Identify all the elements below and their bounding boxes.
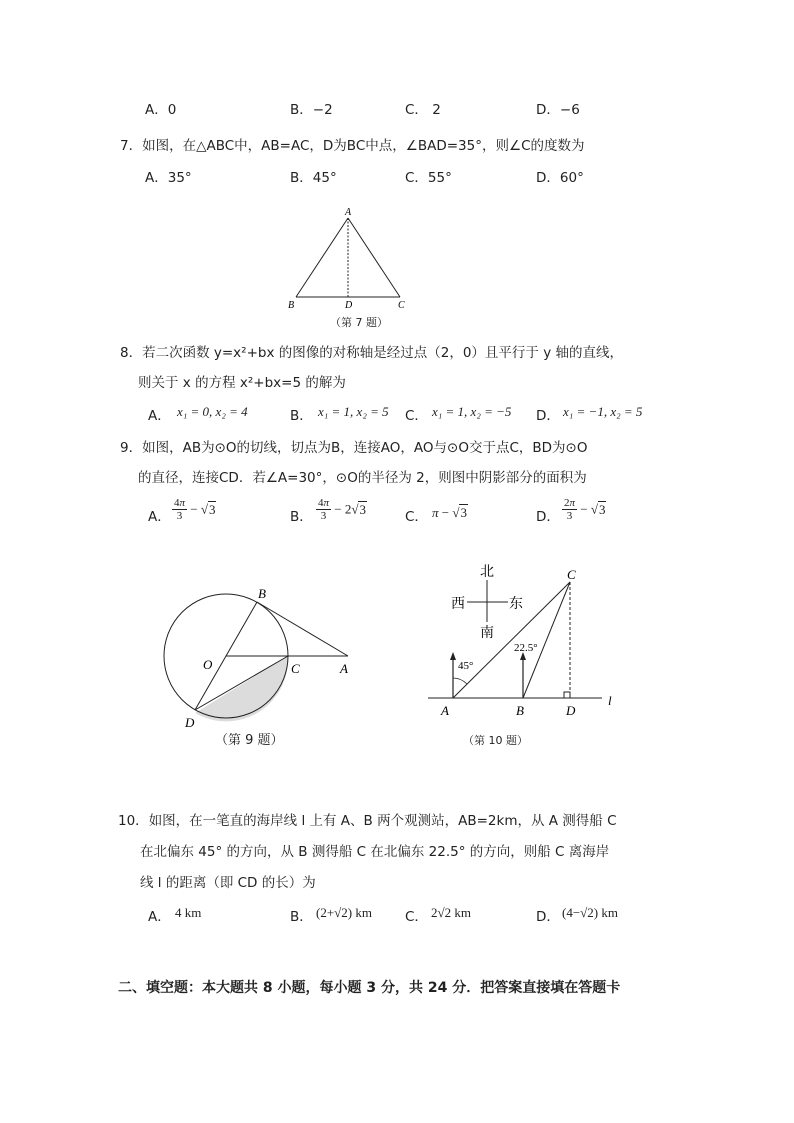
q10-option-c-letter: C． [405,909,428,925]
q9-label-d: D [185,715,195,730]
q10-figure [420,560,630,720]
q10-option-b-letter: B． [290,909,313,925]
q9-figure [160,582,360,732]
q10-compass-south: 南 [480,626,494,641]
q8-option-a-value: x₁ = 0, x₂ = 4 [177,404,248,419]
q8-stem-line1 [120,341,623,361]
q9-label-o: O [203,657,213,672]
q10-line-bc [523,582,570,698]
q7-label-a: A [345,207,352,218]
q10-option-a-letter: A． [148,909,171,925]
q6-option-d: D．−6 [536,102,580,118]
q10-right-angle-mark [564,692,570,698]
q8-option-b-letter: B． [290,408,313,424]
q10-compass-north: 北 [480,565,494,580]
q8-stem-line2: 则关于 x 的方程 x²+bx=5 的解为 [138,375,346,391]
q7-stem [120,134,585,154]
q7-side-ab [296,218,348,297]
q10-stem-line1 [118,809,617,829]
q9-text-line1: 如图，AB为⊙O的切线，切点为B，连接AO，AO与⊙O交于点C，BD为⊙O [142,440,588,456]
q10-number: 10． [118,813,149,829]
q10-stem-line2: 在北偏东 45° 的方向，从 B 测得船 C 在北偏东 22.5° 的方向，则船 C 离海岸 [140,844,610,860]
q6-option-c: C． 2 [405,102,441,118]
q10-label-b: B [516,703,524,718]
q7-option-c: C．55° [405,170,452,186]
q9-number: 9． [120,440,143,456]
q10-angle-a: 45° [458,660,474,672]
q10-stem-line3: 线 l 的距离（即 CD 的长）为 [140,875,316,891]
q9-option-d-value: $\frac{2\pi}{3}$ − √3 [564,497,606,522]
q7-option-b: B．45° [290,170,337,186]
q9-label-c: C [291,661,300,676]
q9-stem-line2: 的直径，连接CD．若∠A=30°，⊙O的半径为 2，则图中阴影部分的面积为 [138,470,587,486]
q9-option-c-letter: C． [405,509,428,525]
q10-angle-b: 22.5° [514,642,538,654]
q8-text-line1: 若二次函数 y=x²+bx 的图像的对称轴是经过点（2，0）且平行于 y 轴的直线， [142,345,623,361]
q7-number: 7． [120,138,143,154]
q9-option-c-value: π − √3 [432,505,467,520]
q9-label-b: B [258,586,266,601]
q10-north-arrowhead-a [450,652,456,660]
q10-label-d: D [566,703,576,718]
q7-figure [280,203,410,315]
q6-option-b: B．−2 [290,102,333,118]
q10-option-c-value: 2√2 km [431,905,471,920]
q10-compass-west: 西 [451,597,465,612]
q10-label-a: A [441,703,449,718]
q9-option-b-letter: B． [290,509,313,525]
q9-stem-line1 [120,436,588,456]
q6-option-a: A．0 [145,102,177,118]
q7-label-c: C [398,300,405,311]
q7-text: 如图，在△ABC中，AB=AC，D为BC中点，∠BAD=35°，则∠C的度数为 [142,138,585,154]
q9-option-a-value: $\frac{4\pi}{3}$ − √3 [174,497,216,522]
q8-option-a-letter: A． [148,408,171,424]
q9-tangent-ab [257,602,348,656]
q7-option-d: D．60° [536,170,584,186]
q10-caption: （第 10 题） [463,734,528,747]
q10-compass-east: 东 [509,597,523,612]
q8-option-b-value: x₁ = 1, x₂ = 5 [318,404,389,419]
q10-label-l: l [608,693,612,708]
q8-option-c-value: x₁ = 1, x₂ = −5 [432,404,512,419]
q8-option-c-letter: C． [405,408,428,424]
q7-label-b: B [288,300,295,311]
q8-option-d-value: x₁ = −1, x₂ = 5 [563,404,643,419]
q9-option-d-letter: D． [536,509,560,525]
q10-angle-arc-a [453,678,467,684]
q10-label-c: C [567,567,576,582]
q10-option-d-letter: D． [536,909,560,925]
q10-option-a-value: 4 km [175,905,202,920]
q7-caption: （第 7 题） [330,316,388,329]
q10-text-line1: 如图，在一笔直的海岸线 l 上有 A、B 两个观测站，AB=2km，从 A 测得船 C [148,813,617,829]
section-2-heading: 二、填空题：本大题共 8 小题，每小题 3 分，共 24 分．把答案直接填在答题卡 [118,980,621,996]
q7-option-a: A．35° [145,170,192,186]
q8-number: 8． [120,345,143,361]
q9-caption: （第 9 题） [215,733,284,748]
q9-option-b-value: $\frac{4\pi}{3}$ − 2√3 [318,497,366,522]
q9-option-a-letter: A． [148,509,171,525]
q7-label-d: D [345,300,353,311]
q9-label-a: A [340,661,348,676]
q7-side-ac [348,218,400,297]
q10-option-b-value: (2+√2) km [316,905,372,920]
q10-option-d-value: (4−√2) km [562,905,618,920]
q8-option-d-letter: D． [536,408,560,424]
